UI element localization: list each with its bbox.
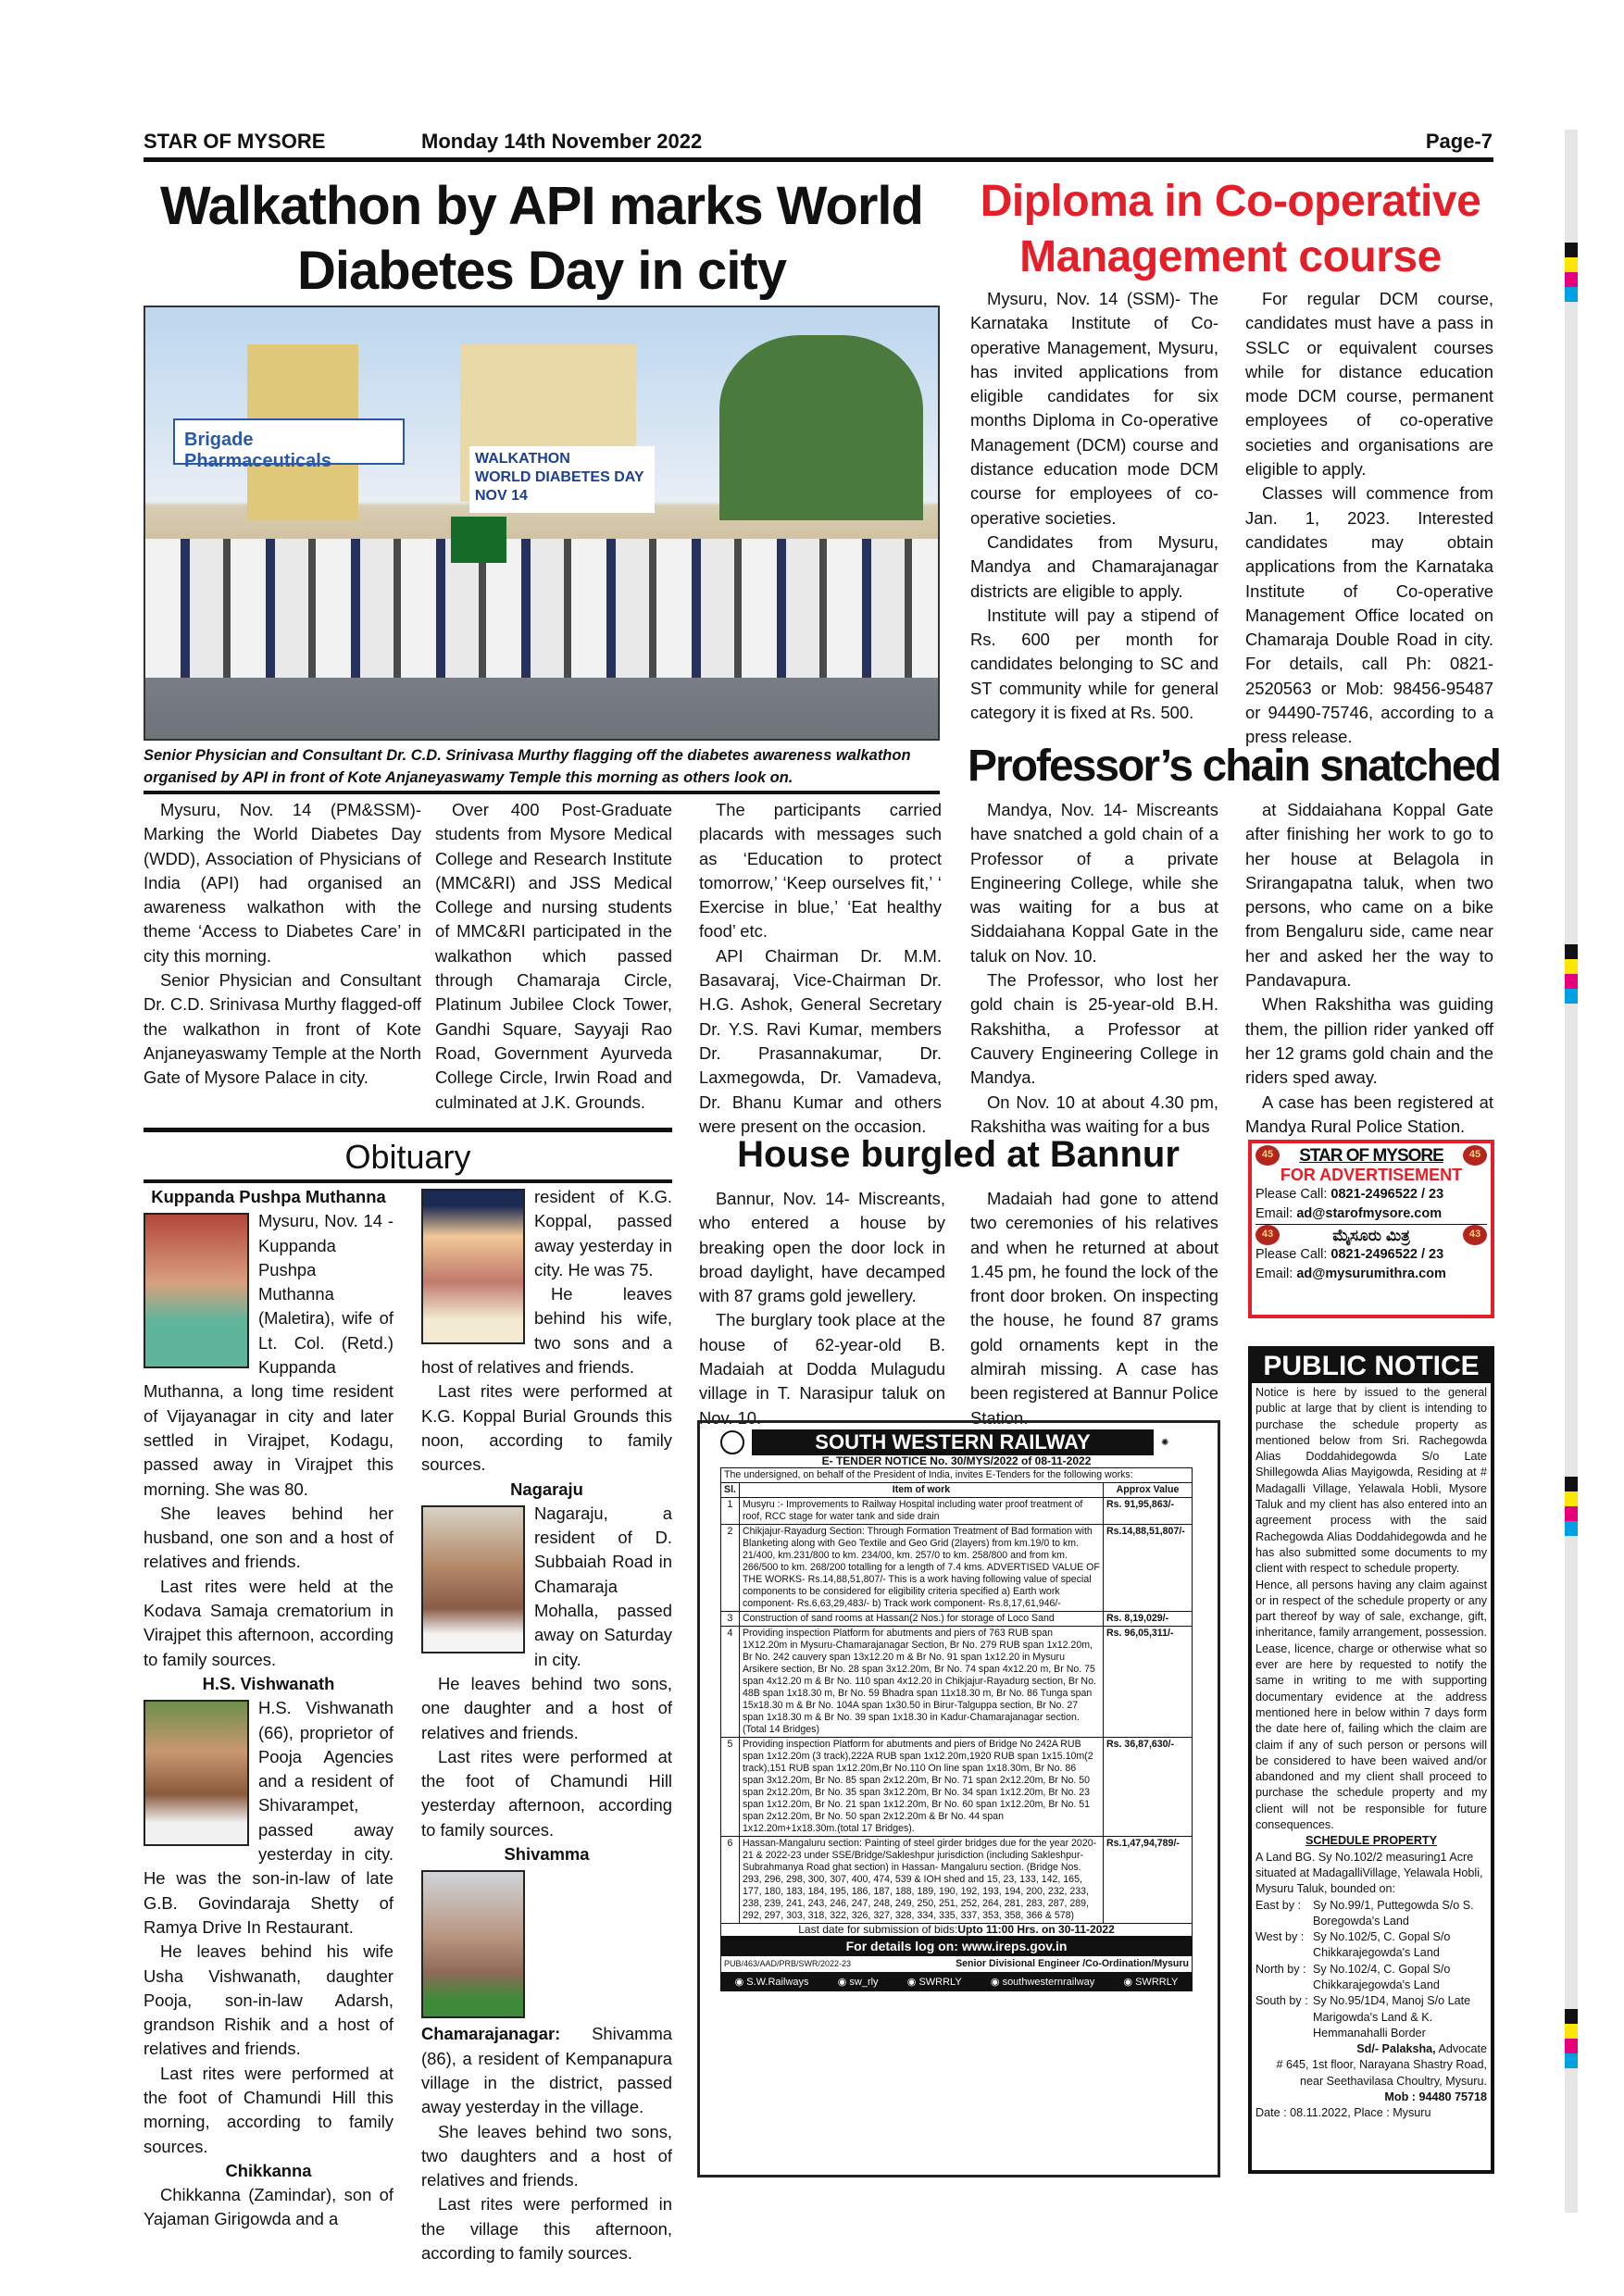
walkathon-photo: [144, 306, 940, 741]
paragraph: Madaiah had gone to attend two ceremonies of his relatives and when he returned at about 1.45 pm, he found the lock of the front door broken. On inspecting the house, he found 87 grams gold ornaments kept in the almirah missing. A case has been registered at Bannur Police Station.: [970, 1189, 1218, 1428]
tender-row: [721, 1837, 1193, 1924]
boundary-row: West by : Sy No.102/5, C. Gopal S/o Chikkarajegowda's Land: [1255, 1930, 1451, 1960]
ad-phone: Please Call: 0821-2496522 / 23: [1255, 1187, 1444, 1202]
obituary-text: Last rites were performed at the foot of Chamundi Hill yesterday afternoon, according to family sources.: [421, 1746, 672, 1840]
public-notice-heading: PUBLIC NOTICE: [1252, 1350, 1491, 1383]
obituary-text: Last rites were performed at the foot of Chamundi Hill this morning, according to family sources.: [144, 2063, 394, 2156]
twitter-link[interactable]: ◉ SWRRLY: [906, 1977, 962, 1988]
obituary-text: She leaves behind her husband, one son and a host of relatives and friends.: [144, 1503, 394, 1572]
paragraph: at Siddaiahana Koppal Gate after finishing her work to go to her house at Belagola in Srirangapatna taluk, when two persons, who came on a bike from Bengaluru side, came near her and asked her the way to Pandavapura.: [1245, 800, 1493, 991]
obituary-heading: Obituary: [344, 1138, 471, 1176]
paragraph: The burglary took place at the house of 62-year-old B. Madaiah at Dodda Mulagudu village in T. Narasipur taluk on Nov. 10.: [699, 1310, 945, 1428]
obituary-text: Nagaraju, a resident of D. Subbaiah Road in Chamaraja Mohalla, passed away on Saturday in city.: [534, 1503, 672, 1669]
article-column: [1245, 798, 1493, 1139]
tender-intro: The undersigned, on behalf of the President of India, invites E-Tenders for the following works:: [720, 1467, 1193, 1482]
koo-link[interactable]: ◉ sw_rly: [837, 1977, 879, 1988]
anniversary-badge-icon: 43: [1255, 1225, 1280, 1245]
tender-work: Construction of sand rooms at Hassan(2 Nos.) for storage of Loco Sand: [739, 1612, 1103, 1627]
youtube-icon: ◉: [1123, 1977, 1136, 1988]
boundaries: [1255, 1898, 1487, 2042]
tender-sl: 3: [721, 1612, 740, 1627]
tender-row: [721, 1498, 1193, 1525]
paragraph: Mysuru, Nov. 14 (SSM)- The Karnataka Institute of Co-operative Management, Mysuru, has invited applications from eligible candidates for six months Diploma in Co-operative Management (DCM) course and distance education mode DCM course for employees of co-operative societies.: [970, 289, 1218, 528]
youtube-link[interactable]: ◉ SWRRLY: [1123, 1977, 1179, 1988]
portrait-photo: [421, 1505, 525, 1653]
tender-row: [721, 1612, 1193, 1627]
paragraph: Bannur, Nov. 14- Miscreants, who entered a house by breaking open the door lock in broad daylight, have decamped with 87 grams gold jewellery.: [699, 1189, 945, 1306]
tender-work: Providing inspection Platform for abutments and piers of Bridge No 242A RUB span 1x12.20m (3 track),222A RUB span 1x12.20m,1920 RUB span 1x15.10m(2 track),151 RUB span 1x12.20m,Br No.110 On line span 1x18.30m, Br No. 86 span 3x12.20m, Br No. 85 span 2x12.20m, Br No. 71 span 2x12.20m, Br No. 50 span 2x12.20m, Br No. 35 span 3x12.20m, Br No. 34 span 1x12.20m, Br No. 23 span 1x12.20m, Br No. 21 span 1x12.20m, Br No. 60 span 1x12.20m, Br No. 51 span 2x12.20m, Br No. 50 span 2x12.20m & Br No. 44 span 1x12.20m+1x18.30m.(total 17 Bridges).: [739, 1738, 1103, 1837]
tender-sl: 4: [721, 1627, 740, 1738]
ad-email: Email: ad@starofmysore.com: [1255, 1204, 1487, 1225]
obituary-text: Mysuru, Nov. 14 - Kuppanda Pushpa Muthanna (Maletira), wife of Lt. Col. (Retd.) Kuppanda Muthanna, a long time resident of Vijayanagar in city and later settled in Virajpet, Kodagu, passed away in Virajpet this morning. She was 80.: [144, 1211, 394, 1499]
tender-row: [721, 1627, 1193, 1738]
anniversary-badge-icon: 45: [1255, 1145, 1280, 1166]
notice-text: A Land BG. Sy No.102/2 measuring1 Acre situated at MadagalliVillage, Yelawala Hobli, Mysuru Taluk, bounded on:: [1255, 1850, 1483, 1896]
ad-brand: ಮೈಸೂರು ಮಿತ್ರ: [1332, 1226, 1410, 1244]
obituary-text: She leaves behind two sons, two daughters and a host of relatives and friends.: [421, 2121, 672, 2190]
article-column: [435, 798, 672, 1115]
obituary-column: [421, 1185, 672, 2265]
article-column: [970, 798, 1218, 1139]
azadi-logo-icon: ✺: [1161, 1437, 1169, 1448]
obituary-text: H.S. Vishwanath (66), proprietor of Pooja Agencies and a resident of Shivarampet, passed away yesterday in city. He was the son-in-law of late G.B. Govindaraja Shetty of Ramya Drive In Restaurant.: [144, 1698, 394, 1937]
obituary-name: H.S. Vishwanath: [202, 1673, 335, 1693]
ad-phone: Please Call: 0821-2496522 / 23: [1255, 1247, 1444, 1262]
obituary-text: Chamarajanagar: Shivamma (86), a resident of Kempanapura village in the district, passed away yesterday in the village.: [421, 2024, 672, 2117]
tender-value: Rs. 96,05,311/-: [1104, 1627, 1193, 1738]
people-group: [145, 539, 940, 678]
tender-table: Sl. Item of work Approx Value 1 Musyru :- Improvements to Railway Hospital including water proof treatment of roof, RCC stage for water tank and side drain Rs. 91,95,863/- 2 Chikjajur-Rayadurg Section: Through Formation Treatment of Bad formation with Blanketing along with Geo Textile and Geo Grid (2layers) from km.19/0 to km. 21/400, km.231/800 to km. 234/00, km. 257/0 to km. 258/800 and from km. 266/500 to km. 268/200 totalling for a length of 7.4 kms. ADVERTISED VALUE OF THE WORKS- Rs.14,88,51,807/- This is a work having following value of special components to be considered for eligibility criteria specified a) Earth work component- Rs.6,63,29,483/- b) Track work component- Rs.8,17,61,946/- Rs.14,88,51,807/- 3 Construction of sand rooms at Hassan(2 Nos.) for storage of Loco Sand Rs. 8,19,029/- 4 Providing inspection Platform for abutments and piers of 763 RUB span 1X12.20m in Mysuru-Chamarajanagar Section, Br No. 279 RUB span 1x12.20m, Br No. 242 cauvery span 13x12.20 m & Br No. 91 span 1x12.20 in Mysuru Arsikere section, Br No. 28 span 3x12.20m, Br No. 74 span 4x12.20 m, Br No. 75 span 4x12.20 m & Br No. 110 span 4x12.20 in Chikjajur-Rayadurg section, Br No. 48B span 1x18.30 m, Br No. 59 Bhadra span 11x18.30 m, Br No. 86 Tunga span 15x18.30 m & Br No. 104A span 1x30.50 in Birur-Talguppa section, Br No. 27 span 1x18.30 m & Br No. 39 span 1x18.30 in Kadur-Chamarajanagar section.(Total 14 Bridges) Rs. 96,05,311/- 5 Providing inspection Platform for abutments and piers of Bridge No 242A RUB span 1x12.20m (3 track),222A RUB span 1x12.20m,1920 RUB span 1x15.10m(2 track),151 RUB span 1x12.20m,Br No.110 On line span 1x18.30m, Br No. 86 span 3x12.20m, Br No. 85 span 2x12.20m, Br No. 71 span 2x12.20m, Br No. 50 span 2x12.20m, Br No. 35 span 3x12.20m, Br No. 34 span 1x12.20m, Br No. 23 span 1x12.20m, Br No. 21 span 1x12.20m, Br No. 60 span 1x12.20m, Br No. 51 span 2x12.20m, Br No. 50 span 2x12.20m & Br No. 44 span 1x12.20m+1x18.30m.(total 17 Bridges). Rs. 36,87,630/- 6 Hassan-Mangaluru section: Painting of steel girder bridges due for the year 2020-21 & 2022-23 under SSE/Bridge/Sakleshpur jurisdiction (including Sakleshpur-Subrahmanya Road ghat section) in Hassan- Mangaluru section. (Bridge Nos. 293, 296, 298, 300, 307, 400, 474, 539 & IOH shed and 15, 23, 133, 142, 165, 177, 180, 183, 184, 195, 186, 187, 188, 189, 190, 192, 193, 194, 200, 232, 233, 238, 239, 241, 243, 246, 247, 248, 249, 250, 251, 252, 264, 281, 283, 287, 289, 292, 297, 303, 318, 322, 326, 327, 328, 334, 335, 337, 353, 358, 366 & 578) Rs.1,47,94,789/-: [720, 1482, 1193, 1924]
walkathon-headline: Walkathon by API marks World Diabetes Day in city: [160, 176, 923, 301]
tender-signatory: Senior Divisional Engineer /Co-Ordination/Mysuru: [956, 1958, 1189, 1969]
professor-headline: Professor’s chain snatched: [968, 742, 1500, 791]
divider: [144, 1179, 672, 1183]
koo-icon: ◉: [837, 1977, 850, 1988]
obituary-text: He leaves behind his wife, two sons and a host of relatives and friends.: [421, 1284, 672, 1378]
page-number: Page-7: [1425, 130, 1493, 153]
obituary-text: Last rites were held at the Kodava Samaja crematorium in Virajpet this afternoon, according to family sources.: [144, 1576, 394, 1669]
article-column: [699, 798, 942, 1139]
divider: [144, 1128, 672, 1132]
paragraph: On Nov. 10 at about 4.30 pm, Rakshitha was waiting for a bus: [970, 1092, 1218, 1136]
obituary-text: He leaves behind two sons, one daughter and a host of relatives and friends.: [421, 1673, 672, 1742]
notice-date: Date : 08.11.2022, Place : Mysuru: [1255, 2106, 1431, 2120]
paragraph: When Rakshitha was guiding them, the pillion rider yanked off her 12 grams gold chain and the riders sped away.: [1245, 994, 1493, 1088]
tender-work: Hassan-Mangaluru section: Painting of steel girder bridges due for the year 2020-21 & 2022-23 under SSE/Bridge/Sakleshpur jurisdiction (including Sakleshpur-Subrahmanya Road ghat section) in Hassan- Mangaluru section. (Bridge Nos. 293, 296, 298, 300, 307, 400, 474, 539 & IOH shed and 15, 23, 133, 142, 165, 177, 180, 183, 184, 195, 186, 187, 188, 189, 190, 192, 193, 194, 200, 232, 233, 238, 239, 241, 243, 246, 247, 248, 249, 250, 251, 252, 264, 281, 283, 287, 289, 292, 297, 303, 318, 322, 326, 327, 328, 334, 335, 337, 353, 358, 366 & 578): [739, 1837, 1103, 1924]
tender-row: [721, 1525, 1193, 1612]
article-column: [970, 287, 1218, 725]
facebook-icon: ◉: [734, 1977, 747, 1988]
social-links: [720, 1973, 1193, 1991]
portrait-photo: [144, 1700, 249, 1846]
obituary-text: Last rites were performed in the village this afternoon, according to family sources.: [421, 2194, 672, 2263]
instagram-icon: ◉: [990, 1977, 1003, 1988]
obituary-text: Last rites were performed at K.G. Koppal Burial Grounds this noon, according to family sources.: [421, 1381, 672, 1475]
paragraph: Classes will commence from Jan. 1, 2023. Interested candidates may obtain applications from the Karnataka Institute of Co-operative Management Office located on Chamaraja Double Road in city. For details, call Ph: 0821-2520563 or Mob: 98456-95487 or 94490-75746, according to a press release.: [1245, 483, 1493, 747]
obituary-text: resident of K.G. Koppal, passed away yesterday in city. He was 75.: [534, 1187, 672, 1279]
burglary-headline: House burgled at Bannur: [737, 1134, 1180, 1175]
boundary-row: North by : Sy No.102/4, C. Gopal S/o Chikkarajegowda's Land: [1255, 1962, 1451, 1991]
ad-brand: STAR OF MYSORE: [1299, 1145, 1443, 1166]
tender-sl: 6: [721, 1837, 740, 1924]
divider: [144, 791, 940, 794]
obituary-text: He leaves behind his wife Usha Vishwanath, daughter Pooja, son-in-law Adarsh, grandson Rishik and a host of relatives and friends.: [144, 1941, 394, 2059]
schedule-title: SCHEDULE PROPERTY: [1305, 1834, 1438, 1848]
photo-caption: Senior Physician and Consultant Dr. C.D. Srinivasa Murthy flagging off the diabetes awareness walkathon organised by API in front of Kote Anjaneyaswamy Temple this morning as others look on.: [144, 747, 911, 786]
tender-footer: [720, 1955, 1193, 1973]
anniversary-badge-icon: 43: [1463, 1225, 1487, 1245]
tender-work: Musyru :- Improvements to Railway Hospital including water proof treatment of roof, RCC stage for water tank and side drain: [739, 1498, 1103, 1525]
banner: WALKATHON WORLD DIABETES DAY NOV 14: [469, 446, 655, 513]
obituary-name: Nagaraju: [510, 1479, 583, 1499]
paper-name: STAR OF MYSORE: [144, 130, 326, 153]
tender-org: SOUTH WESTERN RAILWAY: [752, 1429, 1154, 1455]
tender-sl: 1: [721, 1498, 740, 1525]
portrait-photo: [144, 1213, 249, 1368]
tender-value: Rs.14,88,51,807/-: [1104, 1525, 1193, 1612]
article-column: [699, 1187, 945, 1430]
paragraph: Mysuru, Nov. 14 (PM&SSM)- Marking the World Diabetes Day (WDD), Association of Physicians of India (API) had organised an awareness walkathon with the theme ‘Access to Diabetes Care’ in city this morning.: [144, 800, 421, 966]
portrait-photo: [421, 1189, 525, 1344]
article-column: [970, 1187, 1218, 1430]
trees: [719, 335, 923, 520]
issue-date: Monday 14th November 2022: [421, 130, 703, 153]
paragraph: Candidates from Mysuru, Mandya and Chamarajanagar districts are eligible to apply.: [970, 531, 1218, 601]
paragraph: A case has been registered at Mandya Rural Police Station.: [1245, 1092, 1493, 1136]
tender-row: [721, 1738, 1193, 1837]
details-link[interactable]: For details log on: www.ireps.gov.in: [720, 1937, 1193, 1955]
signature-name: Sd/- Palaksha,: [1356, 2042, 1436, 2056]
tender-work: Chikjajur-Rayadurg Section: Through Formation Treatment of Bad formation with Blanketing along with Geo Textile and Geo Grid (2layers) from km.19/0 to km. 21/400, km.231/800 to km. 234/00, km. 257/0 to km. 258/800 and from km. 266/500 to km. 268/200 totalling for a length of 7.4 kms. ADVERTISED VALUE OF THE WORKS- Rs.14,88,51,807/- This is a work having following value of special components to be considered for eligibility criteria specified a) Earth work component- Rs.6,63,29,483/- b) Track work component- Rs.8,17,61,946/-: [739, 1525, 1103, 1612]
obituary-text: Chikkanna (Zamindar), son of Yajaman Girigowda and a: [144, 2185, 394, 2229]
facebook-link[interactable]: ◉ S.W.Railways: [734, 1977, 809, 1988]
registration-strip: [1565, 130, 1578, 2213]
paragraph: API Chairman Dr. M.M. Basavaraj, Vice-Chairman Dr. H.G. Ashok, General Secretary Dr. Y.S. Ravi Kumar, members Dr. Prasannakumar, Dr. Laxmegowda, Dr. Vamadeva, Dr. Bhanu Kumar and others were present on the occasion.: [699, 945, 942, 1136]
notice-text: Notice is here by issued to the general public at large that by client is intending to purchase the schedule property as mentioned below from Sri. Rachegowda Alias Doddahidegowda S/o Late Shillegowda Alias Mayigowda, Residing at # Madagalli Village, Yelawala Hobli, Mysore Taluk and my client has also entered into an agreement process with the said Rachegowda Alias Doddahidegowda and he has also submitted some documents to my client with respect to schedule property.: [1255, 1386, 1487, 1576]
article-column: [144, 798, 421, 1091]
tender-value: Rs.1,47,94,789/-: [1104, 1837, 1193, 1924]
tender-notice: [720, 1429, 1193, 1991]
obituary-name: Kuppanda Pushpa Muthanna: [151, 1187, 386, 1206]
last-date: Last date for submission of bids:Upto 11:00 Hrs. on 30-11-2022: [720, 1924, 1193, 1937]
tender-value: Rs. 91,95,863/-: [1104, 1498, 1193, 1525]
instagram-link[interactable]: ◉ southwesternrailway: [990, 1977, 1095, 1988]
ad-tagline: FOR ADVERTISEMENT: [1280, 1166, 1463, 1184]
advocate-address: # 645, 1st floor, Narayana Shastry Road, near Seethavilasa Choultry, Mysuru.: [1276, 2058, 1487, 2088]
paragraph: The participants carried placards with messages such as ‘Education to protect tomorrow,’ ‘Keep ourselves fit,’ ‘ Exercise in blue,’ ‘Eat healthy food’ etc.: [699, 800, 942, 942]
article-column: [1245, 287, 1493, 750]
public-notice: [1248, 1346, 1494, 2174]
paragraph: For regular DCM course, candidates must have a pass in SSLC or equivalent courses while for distance education mode DCM course, permanent employees of co-operative societies and organisations are eligible to apply.: [1245, 289, 1493, 480]
tender-value: Rs. 8,19,029/-: [1104, 1612, 1193, 1627]
diploma-headline: Diploma in Co-operative Management course: [980, 177, 1481, 281]
banner: Brigade Pharmaceuticals: [173, 418, 405, 465]
boundary-row: East by : Sy No.99/1, Puttegowda S/o S. Boregowda's Land: [1255, 1898, 1474, 1928]
tender-value: Rs. 36,87,630/-: [1104, 1738, 1193, 1837]
tender-sl: 2: [721, 1525, 740, 1612]
obituary-column: [144, 1185, 394, 2232]
advocate-mobile: Mob : 94480 75718: [1384, 2090, 1487, 2104]
signature-role: Advocate: [1438, 2042, 1487, 2056]
paragraph: The Professor, who lost her gold chain is 25-year-old B.H. Rakshitha, a Professor at Cauvery Engineering College in Mandya.: [970, 970, 1218, 1088]
paragraph: Senior Physician and Consultant Dr. C.D. Srinivasa Murthy flagged-off the walkathon in front of Kote Anjaneyaswamy Temple at the North Gate of Mysore Palace in city.: [144, 970, 421, 1088]
anniversary-badge-icon: 45: [1463, 1145, 1487, 1166]
advertisement-box: [1248, 1140, 1494, 1318]
tender-number: E- TENDER NOTICE No. 30/MYS/2022 of 08-11-2022: [821, 1454, 1092, 1467]
paragraph: Mandya, Nov. 14- Miscreants have snatched a gold chain of a Professor of a private Engineering College, while she was waiting for a bus at Siddaiahana Koppal Gate in the taluk on Nov. 10.: [970, 800, 1218, 966]
tender-sl: 5: [721, 1738, 740, 1837]
portrait-photo: [421, 1870, 525, 2018]
tender-work: Providing inspection Platform for abutments and piers of 763 RUB span 1X12.20m in Mysuru-Chamarajanagar Section, Br No. 279 RUB span 1x12.20m, Br No. 242 cauvery span 13x12.20 m & Br No. 91 span 1x12.20 in Mysuru Arsikere section, Br No. 28 span 3x12.20m, Br No. 74 span 4x12.20 m, Br No. 75 span 4x12.20 m & Br No. 110 span 4x12.20 in Chikjajur-Rayadurg section, Br No. 48B span 1x18.30 m, Br No. 59 Bhadra span 11x18.30 m, Br No. 86 Tunga span 15x18.30 m & Br No. 104A span 1x30.50 in Birur-Talguppa section, Br No. 27 span 1x18.30 m & Br No. 39 span 1x18.30 in Kadur-Chamarajanagar section.(Total 14 Bridges): [739, 1627, 1103, 1738]
paragraph: Institute will pay a stipend of Rs. 600 per month for candidates belonging to SC and ST community while for general category it is fixed at Rs. 500.: [970, 605, 1218, 723]
tender-ref: PUB/463/AAD/PRB/SWR/2022-23: [724, 1959, 852, 1968]
paragraph: Over 400 Post-Graduate students from Mysore Medical College and Research Institute (MMC&RI) and JSS Medical College and nursing students of MMC&RI participated in the walkathon which passed through Chamaraja Circle, Platinum Jubilee Clock Tower, Gandhi Square, Sayyaji Rao Road, Government Ayurveda College Circle, Irwin Road and culminated at J.K. Grounds.: [435, 800, 672, 1112]
railway-emblem-icon: [720, 1430, 744, 1454]
obituary-name: Shivamma: [504, 1844, 590, 1865]
masthead-rule: [144, 157, 1493, 162]
ad-email: Email: ad@mysurumithra.com: [1255, 1267, 1446, 1281]
notice-text: Hence, all persons having any claim against or in respect of the schedule property or any part thereof by way of sale, exchange, gift, inheritance, family arrangement, possession. Lease, licence, charge or otherwise what so ever are here by requested to notify the same in writing to me with supporting documentary evidence at the address mentioned here in below within 7 days form the date here of, failing which the claim are claim if any of such person or persons will be considered to have been waived and/or abandoned and my client shall proceed to purchase the schedule property and my client will not be responsible for future consequences.: [1255, 1578, 1487, 1832]
obituary-name: Chikkanna: [225, 2160, 312, 2180]
boundary-row: South by : Sy No.95/1D4, Manoj S/o Late Marigowda's Land & K. Hemmanahalli Border: [1255, 1994, 1471, 2040]
twitter-icon: ◉: [906, 1977, 919, 1988]
green-flag: [451, 517, 506, 563]
